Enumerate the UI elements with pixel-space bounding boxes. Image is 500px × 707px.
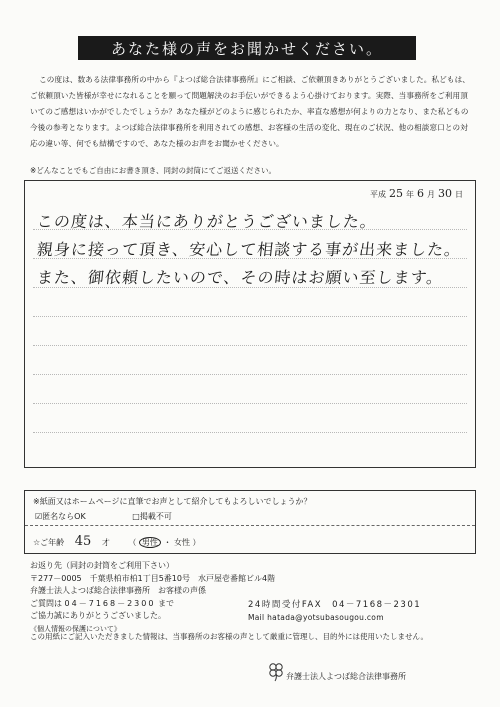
privacy-text: この用紙にご記入いただきました情報は、当事務所のお客様の声として厳重に管理し、目的外には使用いたしません。 (30, 632, 428, 641)
page-title: あなた様の声をお聞かせください。 (78, 36, 416, 60)
contact-block (30, 560, 275, 635)
tel-label: ご質問は (30, 598, 62, 608)
address: 〒277－0005 千葉県柏市柏1丁目5番10号 水戸屋壱番館ビル4階 (30, 573, 276, 583)
paren-open: （ (128, 538, 137, 547)
date-field (370, 187, 463, 200)
firm-dept: 弁護士法人よつば総合法律事務所 お客様の声係 (30, 586, 206, 595)
consent-form (24, 490, 476, 554)
publish-question: ※紙面又はホームページに直筆でお声として紹介してもよろしいでしょうか？ (33, 497, 312, 506)
handwritten-line-1: この度は、本当にありがとうございました。 (35, 212, 378, 231)
date-month: 6 (417, 187, 424, 200)
gender-male-selected[interactable]: 男性 (139, 537, 161, 548)
rule-line (33, 345, 467, 346)
rule-line (33, 374, 467, 375)
date-era: 平成 (370, 190, 386, 199)
date-day: 30 (438, 187, 452, 200)
gender-separator: ・ (163, 538, 172, 547)
instruction-note: ※どんなことでもご自由にお書き頂き、同封の封筒にてご返送ください。 (30, 166, 276, 175)
tel-number: 04－7168－2300 (64, 598, 156, 608)
rule-line (33, 316, 467, 317)
handwritten-line-3: また、御依頼したいので、その時はお願い至します。 (35, 268, 445, 287)
message-box (24, 180, 476, 468)
intro-paragraph: この度は、数ある法律事務所の中から『よつば総合法律事務所』にご相談、ご依頼頂きありがとうございました。私どもは、ご依頼頂いた皆様が幸せになれることを願って問題解決のお手伝いができるよう心掛けております。実際、当事務所をご利用頂いてのご感想はいかがでしたでしょうか？あなた様がどのように感じられたか、率直な感想が何よりの力となり、また私どもの今後の参考となります。よつば総合法律事務所を利用されての感想、お客様の生活の変化、現在のご状況、他の相談窓口との対応の違い等、何でも結構ですので、あなた様のお声をお聞かせください。 (30, 75, 470, 148)
fax-number: 24時間受付FAX 04－7168－2301 (248, 600, 422, 610)
date-month-unit: 月 (427, 190, 435, 199)
rule-line (33, 403, 467, 404)
tel-suffix: まで (158, 598, 174, 608)
age-label: ☆ご年齢 (33, 538, 65, 547)
date-day-unit: 日 (455, 190, 463, 199)
fax-block (248, 599, 421, 624)
option-no-publish[interactable]: □掲載不可 (132, 512, 172, 521)
form-divider (25, 525, 475, 526)
thanks: ご協力誠にありがとうございました。 (30, 611, 166, 620)
ruled-lines (33, 207, 467, 461)
date-year-unit: 年 (406, 190, 414, 199)
privacy-heading: 《個人情報の保護について》 (30, 624, 121, 633)
age-value: 45 (74, 534, 92, 549)
gender-female[interactable]: 女性 (174, 538, 190, 547)
publish-options (35, 511, 216, 522)
gender-field (128, 538, 200, 547)
option-anonymous-ok[interactable]: ☑匿名ならOK (35, 512, 86, 521)
rule-line (33, 432, 467, 433)
tel-row (30, 598, 275, 611)
date-year: 25 (389, 187, 403, 200)
age-row (33, 534, 201, 549)
footer-firm-name: 弁護士法人よつば総合法律事務所 (286, 672, 406, 681)
age-unit: 才 (101, 538, 110, 547)
mail-address: Mail hatada@yotsubasougou.com (248, 612, 384, 622)
handwritten-line-2: 親身に接って頂き、安心して相談する事が出来ました。 (35, 240, 463, 259)
return-heading: お返り先（同封の封筒をご利用下さい） (30, 561, 174, 570)
paren-close: ） (192, 538, 201, 547)
clover-logo-icon (268, 662, 284, 682)
